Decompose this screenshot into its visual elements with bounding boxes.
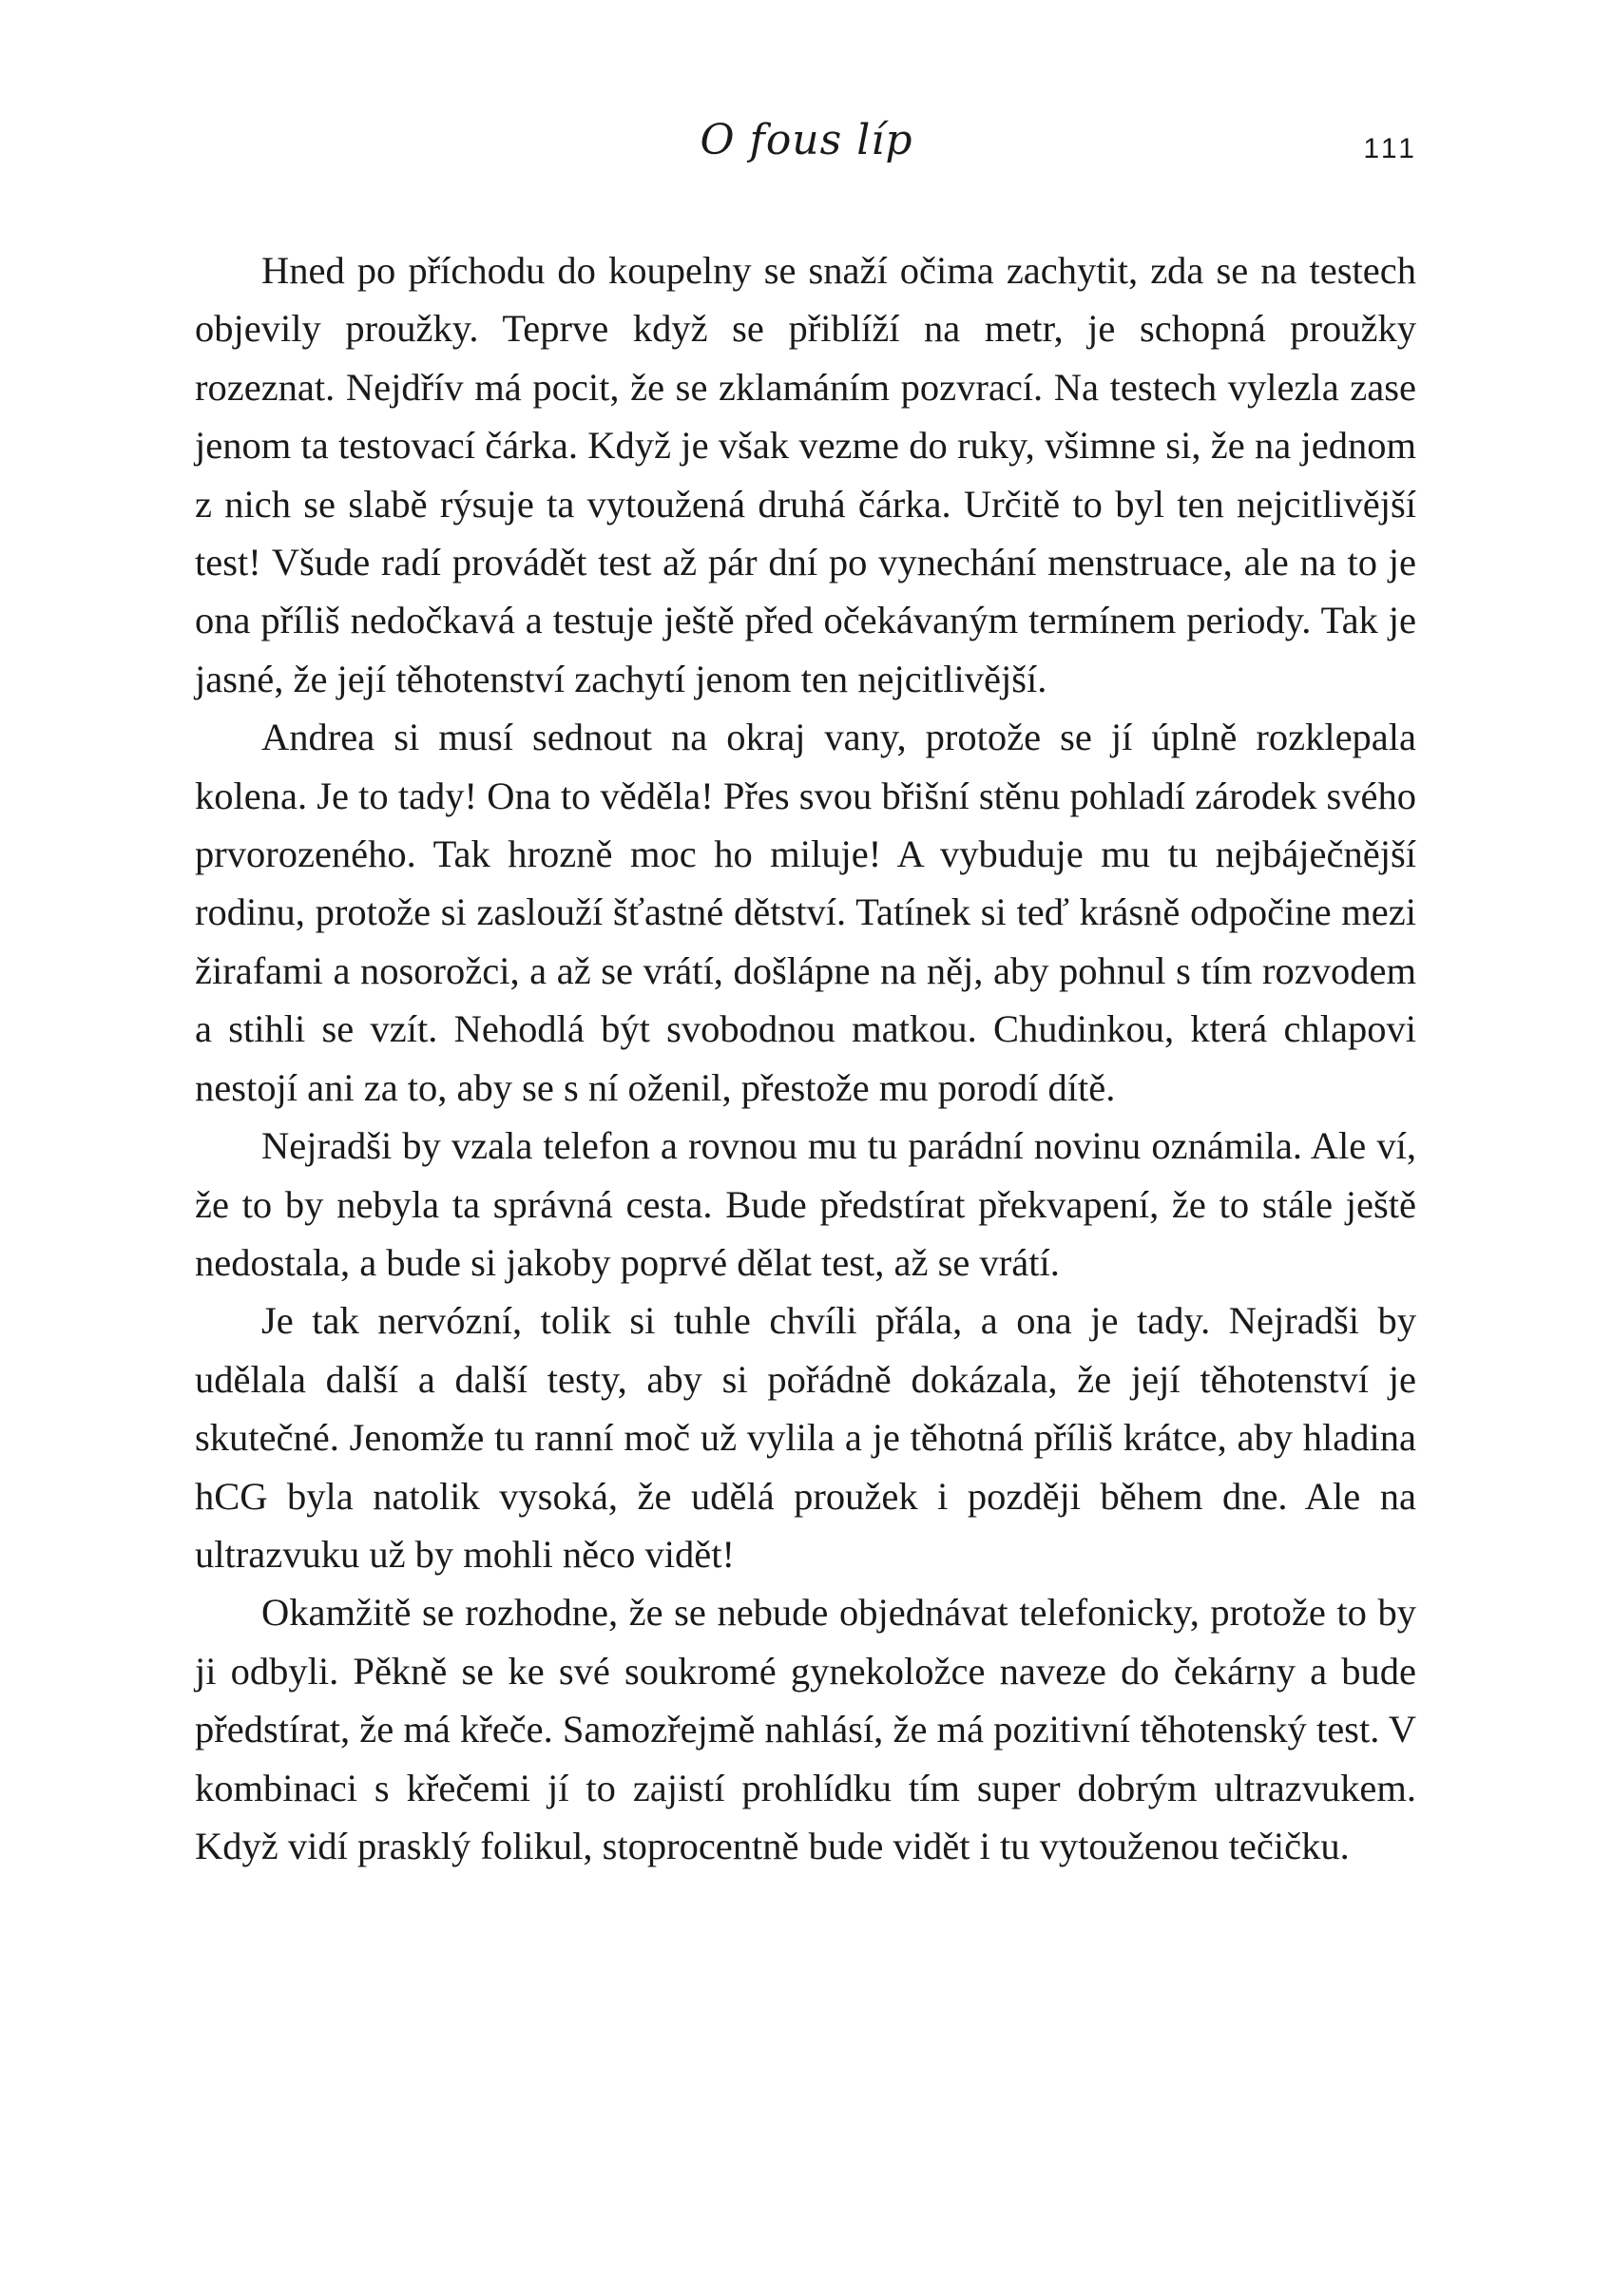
body-text xyxy=(195,241,1416,1875)
paragraph: Je tak nervózní, tolik si tuhle chvíli přála, a ona je tady. Nejradši by udělala další a další testy, aby si pořádně dokázala, že její těhotenství je skutečné. Jenomže tu ranní moč už vylila a je těhotná příliš krátce, aby hladina hCG byla natolik vysoká, že udělá proužek i později během dne. Ale na ultrazvuku už by mohli něco vidět! xyxy=(195,1299,1416,1576)
paragraph: Okamžitě se rozhodne, že se nebude objednávat telefonicky, protože to by ji odbyli. Pěkně se ke své soukromé gynekoložce naveze do čekárny a bude předstírat, že má křeče. Samozřejmě nahlásí, že má pozitivní těhotenský test. V kombinaci s křečemi jí to zajistí prohlídku tím super dobrým ultrazvukem. Když vidí prasklý folikul, stoprocentně bude vidět i tu vytouženou tečičku. xyxy=(195,1591,1416,1867)
running-title: O fous líp xyxy=(700,116,913,164)
paragraph: Andrea si musí sednout na okraj vany, protože se jí úplně rozklepala kolena. Je to tady! Ona to věděla! Přes svou břišní stěnu pohladí zárodek svého prvorozeného. Tak hrozně moc ho miluje! A vybuduje mu tu nejbáječnější rodinu, protože si zaslouží šťastné dětství. Tatínek si teď krásně odpočine mezi žirafami a nosorožci, a až se vrátí, došlápne na něj, aby pohnul s tím rozvodem a stihli se vzít. Nehodlá být svobodnou matkou. Chudinkou, která chlapovi nestojí ani za to, aby se s ní oženil, přestože mu porodí dítě. xyxy=(195,716,1416,1109)
paragraph: Nejradši by vzala telefon a rovnou mu tu parádní novinu oznámila. Ale ví, že to by nebyla ta správná cesta. Bude předstírat překvapení, že to stále ještě nedostala, a bude si jakoby poprvé dělat test, až se vrátí. xyxy=(195,1124,1416,1284)
paragraph: Hned po příchodu do koupelny se snaží očima zachytit, zda se na testech objevily proužky. Teprve když se přiblíží na metr, je schopná proužky rozeznat. Nejdřív má pocit, že se zklamáním pozvrací. Na testech vylezla zase jenom ta testovací čárka. Když je však vezme do ruky, všimne si, že na jednom z nich se slabě rýsuje ta vytoužená druhá čárka. Určitě to byl ten nejcitlivější test! Všude radí provádět test až pár dní po vynechání menstruace, ale na to je ona příliš nedočkavá a testuje ještě před očekávaným termínem periody. Tak je jasné, že její těhotenství zachytí jenom ten nejcitlivější. xyxy=(195,249,1416,700)
page-number: 111 xyxy=(1363,133,1418,164)
